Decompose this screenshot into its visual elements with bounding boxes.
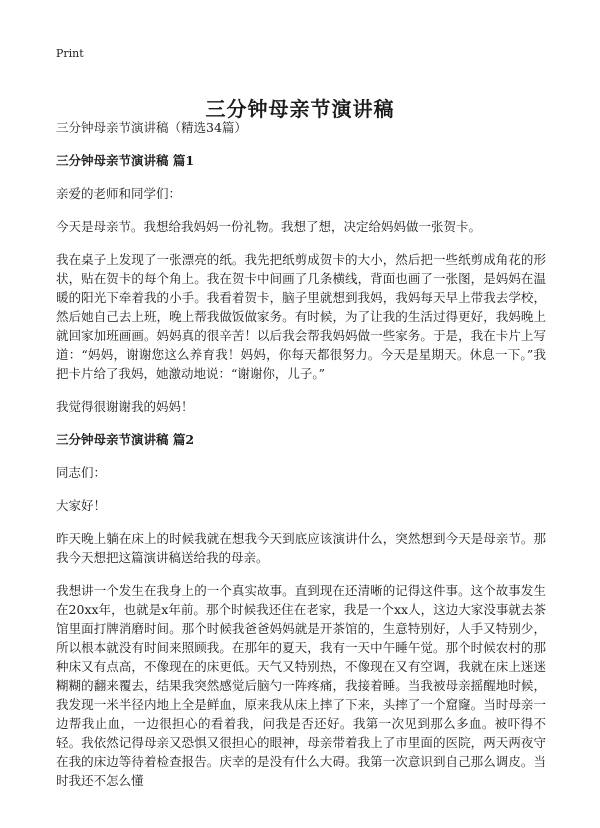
paragraph: 大家好！ <box>56 498 107 513</box>
paragraph: 昨天晚上躺在床上的时候我就在想我今天到底应该演讲什么，突然想到今天是母亲节。那我今天想把这篇演讲稿送给我的母亲。 <box>56 531 546 565</box>
paragraph: 我在桌子上发现了一张漂亮的纸。我先把纸剪成贺卡的大小，然后把一些纸剪成角花的形状，贴在贺卡的每个角上。我在贺卡中间画了几条横线，背面也画了一张图，是妈妈在温暖的阳光下牵着我的小手。我看着贺卡，脑子里就想到我妈，我妈每天早上带我去学校，然后她自己去上班，晚上帮我做饭做家务。有时候，为了让我的生活过得更好，我妈晚上就回家加班画画。妈妈真的很辛苦！以后我会帮我妈妈做一些家务。于是，我在卡片上写道：“妈妈，谢谢您这么养育我！妈妈，你每天都很努力。今天是星期天。休息一下。”我把卡片给了我妈，她激动地说：“谢谢你，儿子。” <box>56 252 546 381</box>
section-heading: 三分钟母亲节演讲稿 篇2 <box>56 432 195 447</box>
paragraph: 亲爱的老师和同学们： <box>56 186 182 201</box>
paragraph: 今天是母亲节。我想给我妈妈一份礼物。我想了想，决定给妈妈做一张贺卡。 <box>56 219 482 234</box>
document-body <box>56 118 546 804</box>
section-heading: 三分钟母亲节演讲稿 篇1 <box>56 153 195 168</box>
paragraph: 同志们： <box>56 465 107 480</box>
paragraph: 我觉得很谢谢我的妈妈！ <box>56 399 194 414</box>
page-title: 三分钟母亲节演讲稿 <box>205 97 395 122</box>
paragraph: 我想讲一个发生在我身上的一个真实故事。直到现在还清晰的记得这件事。这个故事发生在20xx年，也就是x年前。那个时候我还住在老家，我是一个xx人，这边大家没事就去茶馆里面打牌消磨时间。那个时候我爸爸妈妈就是开茶馆的，生意特别好，人手又特别少，所以根本就没有时间来照顾我。在那年的夏天，我有一天中午睡午觉。那个时候农村的那种床又有点高，不像现在的床更低。天气又特别热，不像现在又有空调，我就在床上迷迷糊糊的翻来覆去，结果我突然感觉后脑勺一阵疼痛，我接着睡。当我被母亲摇醒地时候，我发现一米半径内地上全是鲜血，原来我从床上摔了下来，头摔了一个窟窿。当时母亲一边帮我止血，一边很担心的看着我，问我是否还好。我第一次见到那么多血。被吓得不轻。我依然记得母亲又恐惧又很担心的眼神，母亲带着我上了市里面的医院，两天两夜守在我的床边等待着检查报告。庆幸的是没有什么大碍。我第一次意识到自己那么调皮。当时我还不怎么懂 <box>56 583 546 788</box>
document-subtitle: 三分钟母亲节演讲稿（精选34篇） <box>56 120 247 135</box>
print-link[interactable]: Print <box>56 47 84 60</box>
